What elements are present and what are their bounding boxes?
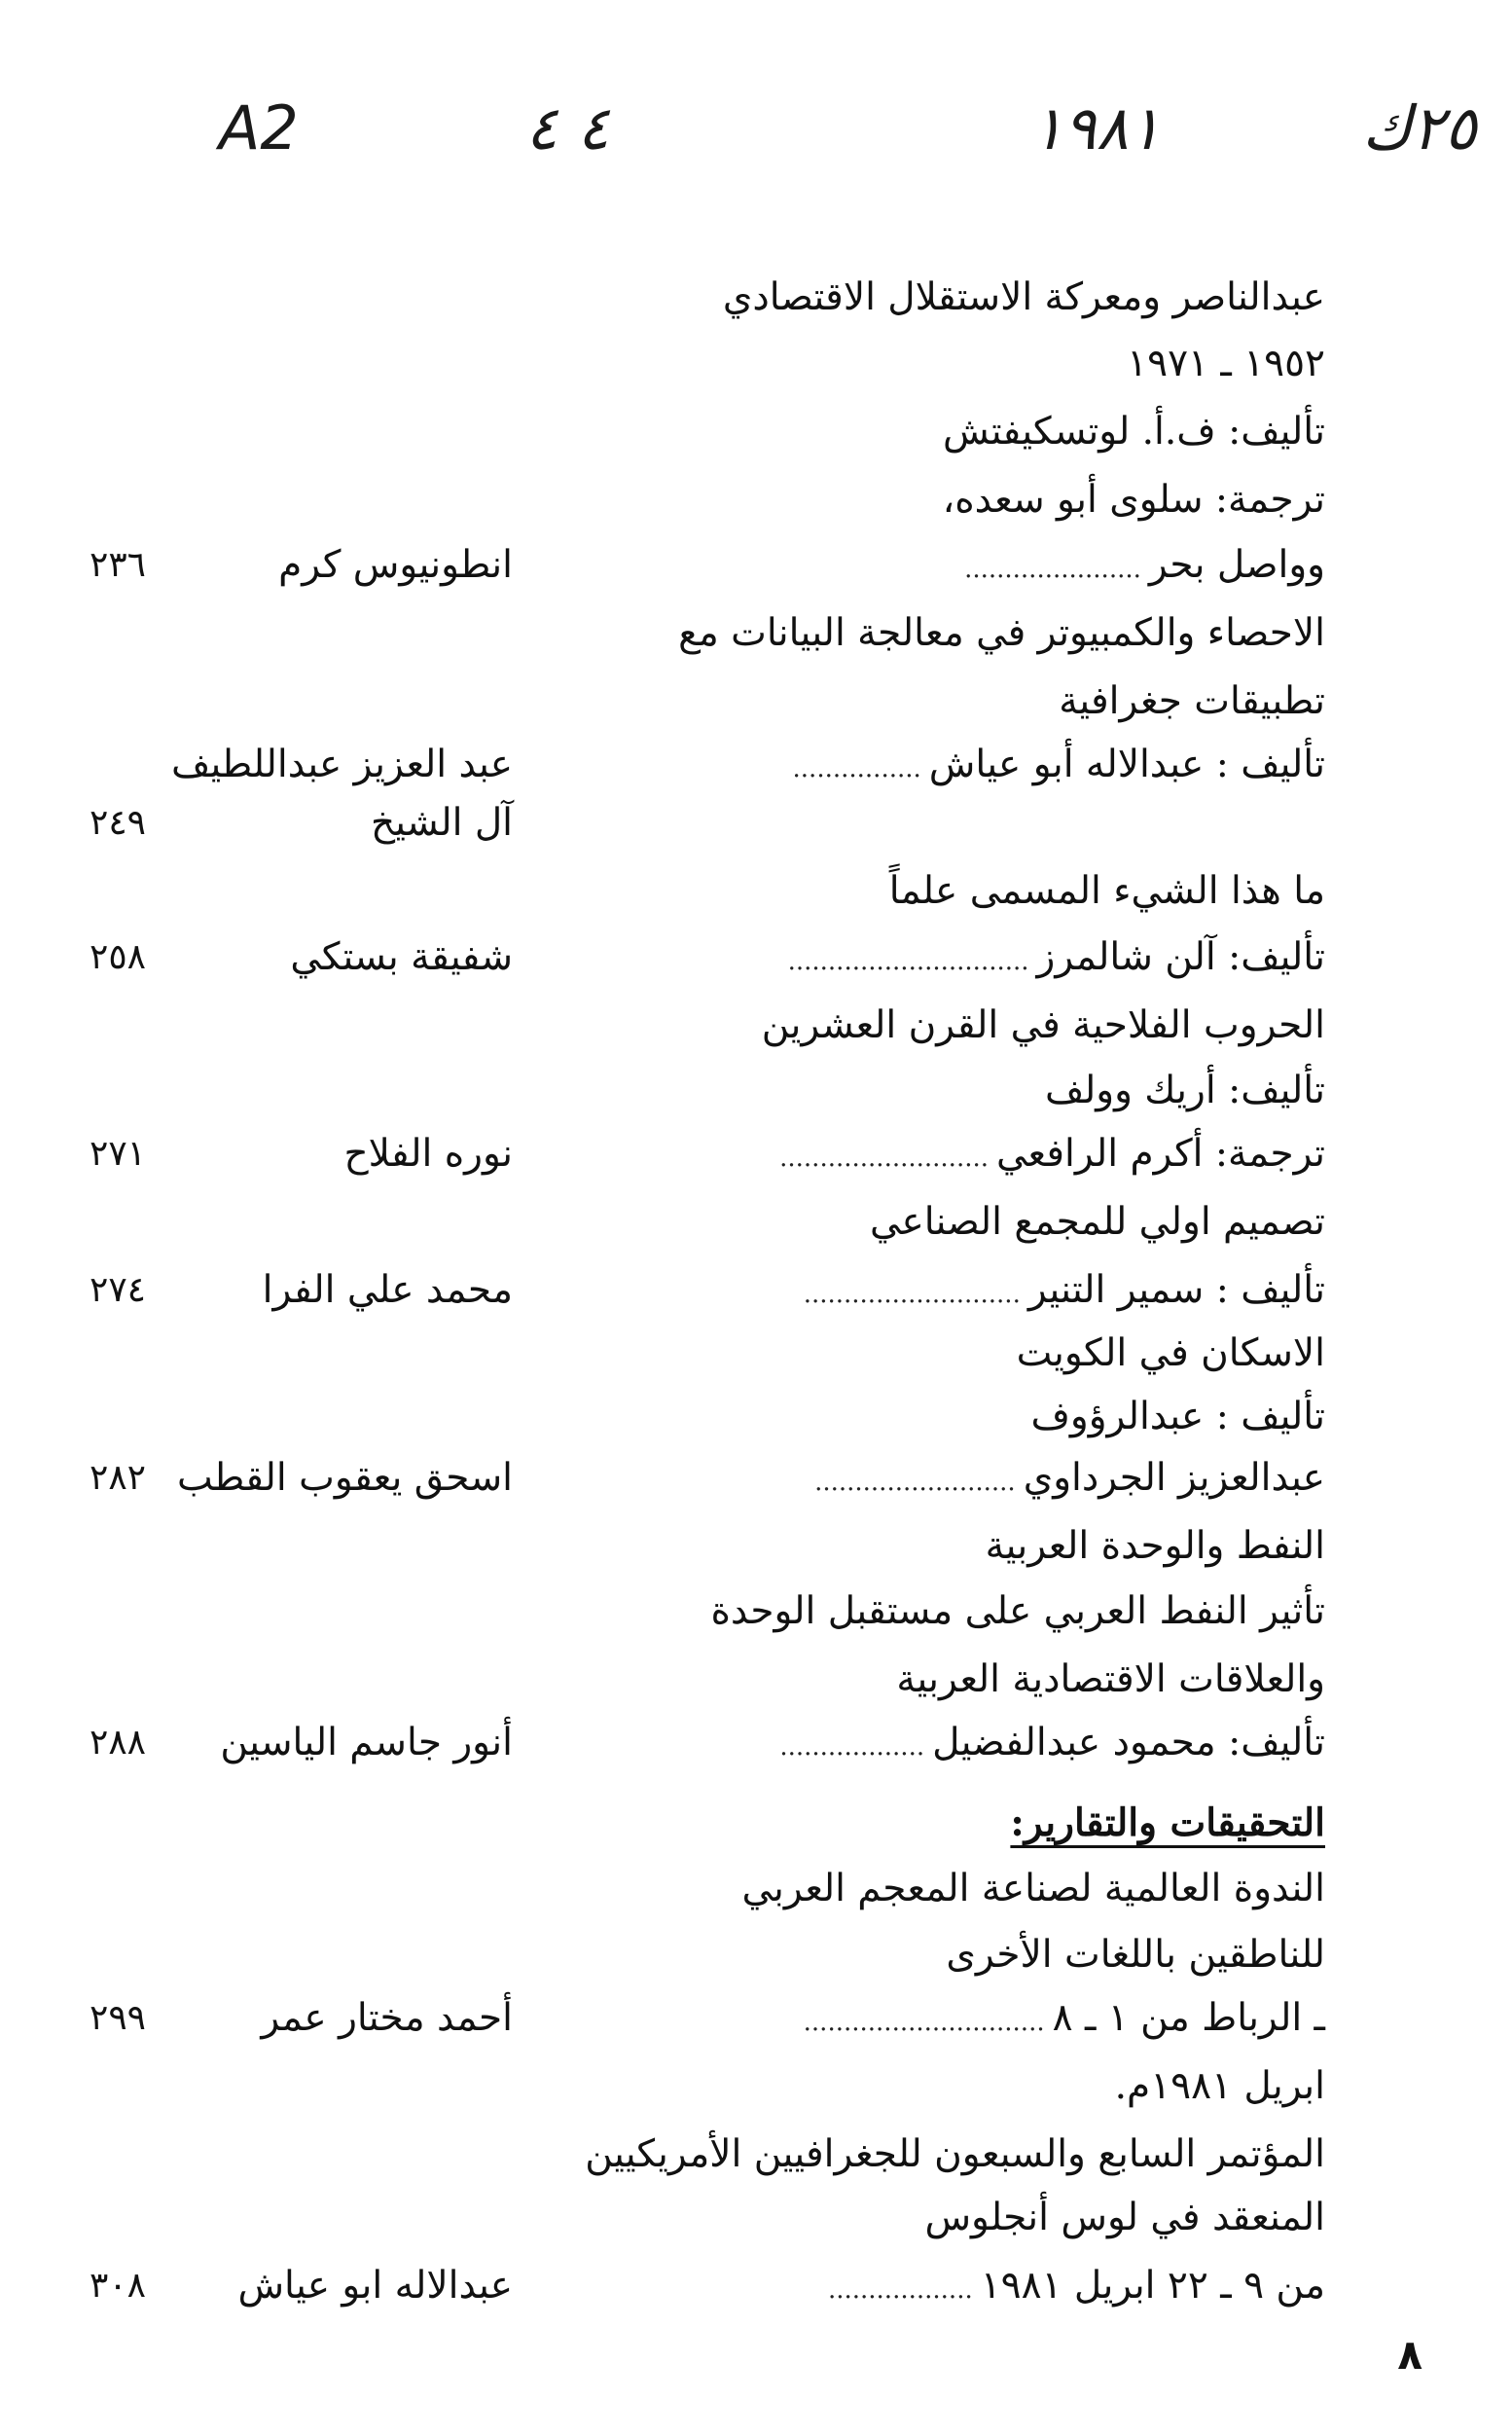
entry-title-text: تأليف: آلن شالمرز bbox=[1036, 935, 1325, 979]
toc-line bbox=[90, 1713, 1422, 1773]
entry-title-text: الاسكان في الكويت bbox=[1016, 1331, 1325, 1375]
entry-page-number: ٢٤٩ bbox=[90, 803, 147, 843]
entry-title-text: الاحصاء والكمبيوتر في معالجة البيانات مع bbox=[678, 611, 1325, 655]
entry-title bbox=[804, 1988, 1325, 2053]
toc-line bbox=[90, 2188, 1422, 2248]
entry-title bbox=[814, 1448, 1325, 1512]
entry-reviewer: أنور جاسم الياسين bbox=[220, 1721, 513, 1764]
entry-title-text: ابريل ١٩٨١م. bbox=[1114, 2064, 1325, 2108]
toc-line bbox=[90, 1582, 1422, 1642]
toc-line bbox=[90, 861, 1422, 922]
page-number: ٨ bbox=[1397, 2331, 1422, 2379]
entry-title-text: تأليف : سمير التنير bbox=[1027, 1268, 1325, 1312]
entry-title-text: للناطقين باللغات الأخرى bbox=[946, 1933, 1325, 1977]
dot-leaders: .................. bbox=[779, 1732, 925, 1762]
entry-title-text: تأليف: أريك وولف bbox=[1044, 1069, 1325, 1112]
entry-title bbox=[762, 996, 1325, 1056]
entry-title-text: النفط والوحدة العربية bbox=[985, 1524, 1325, 1568]
entry-title-text: التحقيقات والتقارير: bbox=[1010, 1800, 1325, 1845]
toc-line bbox=[90, 603, 1422, 664]
toc-line bbox=[90, 402, 1422, 462]
entry-reviewer: محمد علي الفرا bbox=[262, 1268, 513, 1312]
entry-title bbox=[896, 1650, 1325, 1710]
entry-title-text: تأليف: ف.أ. لوتسكيفتش bbox=[943, 410, 1325, 454]
entry-title-text: ترجمة: أكرم الرافعي bbox=[996, 1132, 1325, 1176]
toc-line bbox=[90, 927, 1422, 988]
dot-leaders: ...................... bbox=[964, 555, 1141, 584]
entry-title-text: والعلاقات الاقتصادية العربية bbox=[896, 1657, 1325, 1701]
toc-line bbox=[90, 1260, 1422, 1321]
toc-line bbox=[90, 793, 1422, 854]
entry-reviewer: شفيقة بستكي bbox=[290, 935, 513, 979]
entry-title-text: الندوة العالمية لصناعة المعجم العربي bbox=[741, 1867, 1325, 1910]
toc-line bbox=[90, 470, 1422, 530]
dot-leaders: ......................... bbox=[814, 1468, 1016, 1497]
entry-page-number: ٢٨٢ bbox=[90, 1458, 147, 1498]
toc-line bbox=[90, 1650, 1422, 1710]
toc-line bbox=[90, 672, 1422, 732]
toc-line bbox=[90, 996, 1422, 1056]
dot-leaders: ................ bbox=[792, 754, 921, 783]
entry-title-text: وواصل بحر bbox=[1148, 543, 1325, 587]
toc-line bbox=[90, 1061, 1422, 1121]
entry-title-text: تطبيقات جغرافية bbox=[1059, 679, 1325, 723]
entry-title-text: تأليف : عبدالاله أبو عياش bbox=[928, 743, 1325, 786]
entry-reviewer: آل الشيخ bbox=[370, 801, 513, 845]
entry-title-text: ترجمة: سلوى أبو سعده، bbox=[942, 478, 1325, 522]
entry-title bbox=[742, 1859, 1326, 1919]
entry-title-text: تأليف : عبدالرؤوف bbox=[1030, 1395, 1325, 1438]
entry-title bbox=[723, 268, 1325, 328]
entry-title bbox=[1030, 1387, 1325, 1447]
entry-reviewer: اسحق يعقوب القطب bbox=[176, 1456, 513, 1500]
entry-title bbox=[946, 1925, 1325, 1985]
entry-page-number: ٢٧٤ bbox=[90, 1270, 147, 1310]
entry-page-number: ٣٠٨ bbox=[90, 2266, 147, 2306]
entry-title bbox=[943, 470, 1325, 530]
entry-reviewer: عبدالاله ابو عياش bbox=[237, 2264, 513, 2308]
toc-line bbox=[90, 1925, 1422, 1985]
handwritten-note-b: ٤ ٤ bbox=[525, 92, 610, 164]
entry-title bbox=[889, 861, 1325, 922]
entry-title-text: المؤتمر السابع والسبعون للجغرافيين الأمريكيين bbox=[585, 2132, 1325, 2176]
handwritten-note-c: ١٩٨١ bbox=[1031, 92, 1162, 164]
toc-line bbox=[90, 2056, 1422, 2117]
entry-page-number: ٢٩٩ bbox=[90, 1998, 147, 2038]
entry-reviewer: عبد العزيز عبداللطيف bbox=[171, 743, 513, 786]
entry-title bbox=[710, 1582, 1325, 1642]
entry-title-text: المنعقد في لوس أنجلوس bbox=[924, 2196, 1325, 2239]
entry-title bbox=[1115, 2056, 1325, 2117]
entry-title-text: ـ الرباط من ١ ـ ٨ bbox=[1052, 1996, 1325, 2040]
entry-title-text: تأثير النفط العربي على مستقبل الوحدة bbox=[710, 1589, 1325, 1633]
dot-leaders: .......................... bbox=[779, 1144, 990, 1173]
entry-title-text: عبدالعزيز الجرداوي bbox=[1023, 1456, 1325, 1500]
toc-line bbox=[90, 1988, 1422, 2049]
entry-title-text: من ٩ ـ ٢٢ ابريل ١٩٨١ bbox=[980, 2264, 1325, 2308]
entry-title bbox=[1127, 334, 1325, 394]
entry-page-number: ٢٨٨ bbox=[90, 1723, 147, 1763]
entry-reviewer: انطونيوس كرم bbox=[278, 543, 513, 587]
dot-leaders: ........................... bbox=[803, 1280, 1021, 1309]
entry-title bbox=[779, 1124, 1325, 1188]
dot-leaders: .................. bbox=[827, 2275, 973, 2305]
toc-line bbox=[90, 1387, 1422, 1447]
entry-title bbox=[1017, 1324, 1325, 1384]
toc-line bbox=[90, 1124, 1422, 1184]
toc-line bbox=[90, 2125, 1422, 2185]
entry-title bbox=[678, 603, 1325, 664]
entry-title bbox=[1059, 672, 1325, 732]
entry-title bbox=[1045, 1061, 1325, 1121]
entry-title bbox=[828, 2256, 1325, 2320]
toc-line bbox=[90, 1324, 1422, 1384]
toc-line bbox=[90, 268, 1422, 328]
entry-page-number: ٢٥٨ bbox=[90, 937, 147, 977]
entry-title-text: ١٩٥٢ ـ ١٩٧١ bbox=[1127, 342, 1325, 385]
section-heading bbox=[1010, 1793, 1325, 1853]
entry-title bbox=[924, 2188, 1325, 2248]
entry-title bbox=[793, 735, 1325, 799]
dot-leaders: .............................. bbox=[803, 2008, 1045, 2037]
toc-line bbox=[90, 1448, 1422, 1509]
toc-line bbox=[90, 2256, 1422, 2316]
entry-title-text: تأليف: محمود عبدالفضيل bbox=[932, 1721, 1325, 1764]
toc-line bbox=[90, 535, 1422, 596]
entry-title bbox=[585, 2125, 1325, 2185]
toc-line bbox=[90, 1793, 1422, 1853]
toc-line bbox=[90, 735, 1422, 795]
handwritten-note-d: ٢٥ك bbox=[1362, 92, 1477, 164]
entry-title bbox=[804, 1260, 1325, 1325]
toc-line bbox=[90, 1192, 1422, 1253]
entry-page-number: ٢٧١ bbox=[90, 1134, 147, 1174]
entry-title-text: ما هذا الشيء المسمى علماً bbox=[888, 869, 1325, 913]
entry-title-text: تصميم اولي للمجمع الصناعي bbox=[870, 1200, 1325, 1244]
entry-reviewer: نوره الفلاح bbox=[343, 1132, 513, 1176]
toc-line bbox=[90, 1859, 1422, 1919]
entry-title bbox=[986, 1516, 1325, 1577]
handwritten-note-a: A2 bbox=[219, 92, 299, 164]
entry-page-number: ٢٣٦ bbox=[90, 545, 147, 585]
toc-line bbox=[90, 334, 1422, 394]
entry-title-text: الحروب الفلاحية في القرن العشرين bbox=[761, 1003, 1325, 1047]
entry-title bbox=[964, 535, 1325, 600]
entry-title-text: عبدالناصر ومعركة الاستقلال الاقتصادي bbox=[722, 275, 1325, 319]
entry-title bbox=[779, 1713, 1325, 1777]
entry-title bbox=[870, 1192, 1325, 1253]
dot-leaders: .............................. bbox=[787, 947, 1029, 976]
entry-reviewer: أحمد مختار عمر bbox=[261, 1996, 513, 2040]
entry-title bbox=[943, 402, 1325, 462]
toc-line bbox=[90, 1516, 1422, 1577]
entry-title bbox=[788, 927, 1325, 992]
